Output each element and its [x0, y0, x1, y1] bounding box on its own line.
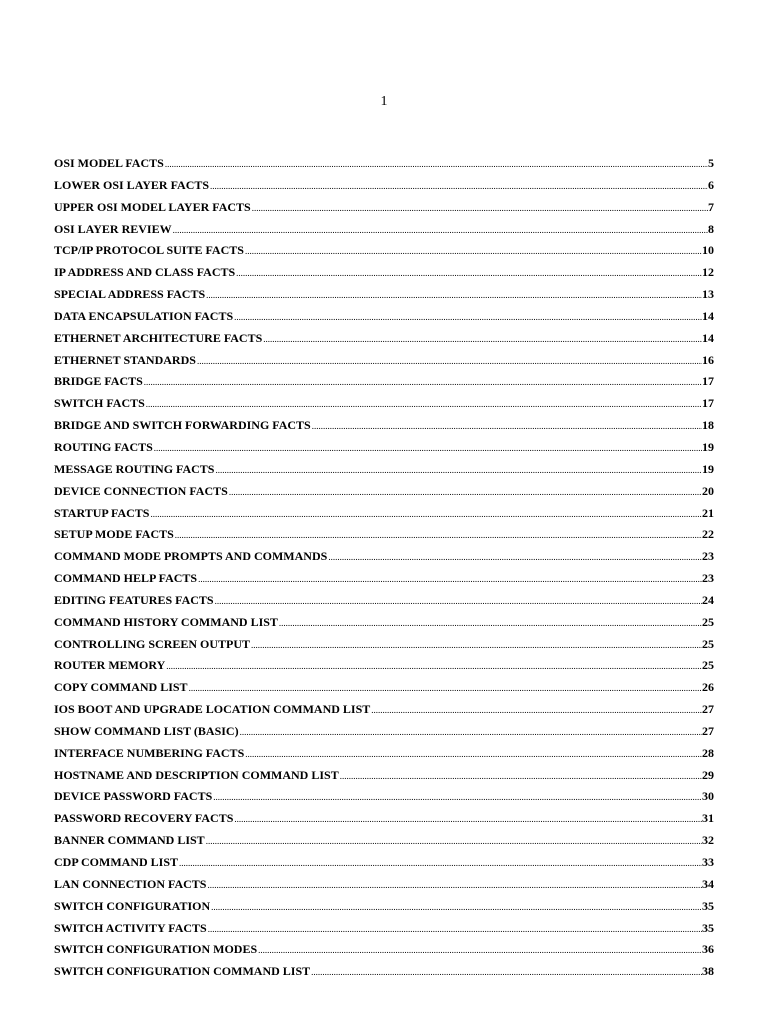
toc-dot-leader — [178, 858, 702, 868]
toc-entry[interactable] — [54, 680, 714, 702]
toc-entry[interactable] — [54, 222, 714, 244]
toc-entry-page: 25 — [702, 636, 714, 651]
toc-dot-leader — [210, 902, 702, 912]
toc-entry[interactable] — [54, 899, 714, 921]
toc-entry-page: 32 — [702, 833, 714, 848]
toc-entry[interactable] — [54, 571, 714, 593]
toc-dot-leader — [311, 421, 702, 431]
page-number: 1 — [380, 94, 388, 109]
toc-entry-page: 33 — [702, 855, 714, 869]
toc-entry[interactable] — [54, 309, 714, 331]
toc-entry[interactable] — [54, 527, 714, 549]
toc-entry-page: 23 — [702, 549, 714, 564]
toc-entry-title: TCP/IP PROTOCOL SUITE FACTS — [54, 243, 244, 258]
toc-dot-leader — [174, 530, 702, 540]
toc-entry-title: COMMAND MODE PROMPTS AND COMMANDS — [54, 549, 328, 564]
toc-entry-page: 19 — [702, 439, 714, 454]
toc-entry-title: OSI LAYER REVIEW — [54, 221, 172, 236]
toc-entry-title: SWITCH CONFIGURATION COMMAND LIST — [54, 964, 311, 979]
toc-dot-leader — [214, 596, 702, 606]
toc-entry-title: HOSTNAME AND DESCRIPTION COMMAND LIST — [54, 767, 339, 782]
toc-dot-leader — [235, 268, 702, 278]
toc-dot-leader — [164, 159, 708, 169]
toc-entry-title: COMMAND HELP FACTS — [54, 571, 198, 586]
toc-entry[interactable] — [54, 746, 714, 768]
toc-dot-leader — [188, 683, 702, 693]
toc-entry-title: ETHERNET STANDARDS — [54, 352, 196, 367]
toc-dot-leader — [145, 399, 702, 409]
toc-dot-leader — [205, 290, 702, 300]
toc-entry-page: 27 — [702, 702, 714, 717]
toc-entry[interactable] — [54, 331, 714, 353]
toc-dot-leader — [251, 203, 708, 213]
toc-entry-page: 35 — [702, 898, 714, 913]
toc-dot-leader — [197, 574, 702, 584]
toc-entry-title: SWITCH ACTIVITY FACTS — [54, 920, 207, 935]
toc-entry[interactable] — [54, 462, 714, 484]
toc-dot-leader — [339, 771, 702, 781]
toc-entry[interactable] — [54, 265, 714, 287]
toc-entry-title: INTERFACE NUMBERING FACTS — [54, 745, 245, 760]
toc-entry-page: 22 — [702, 527, 714, 542]
toc-entry[interactable] — [54, 200, 714, 222]
toc-entry-title: OSI MODEL FACTS — [54, 156, 164, 170]
toc-entry-page: 21 — [702, 505, 714, 520]
toc-entry-page: 18 — [702, 418, 714, 433]
toc-entry-page: 25 — [702, 614, 714, 629]
table-of-contents — [54, 156, 714, 986]
toc-entry-page: 36 — [702, 942, 714, 957]
toc-dot-leader — [209, 181, 708, 191]
toc-entry-page: 29 — [702, 767, 714, 782]
toc-entry-page: 12 — [702, 265, 714, 280]
toc-dot-leader — [250, 640, 702, 650]
toc-dot-leader — [233, 814, 702, 824]
toc-entry-title: ETHERNET ARCHITECTURE FACTS — [54, 330, 263, 345]
toc-entry[interactable] — [54, 243, 714, 265]
toc-dot-leader — [278, 618, 702, 628]
toc-entry-page: 26 — [702, 680, 714, 695]
toc-entry-page: 20 — [702, 483, 714, 498]
toc-entry-title: IOS BOOT AND UPGRADE LOCATION COMMAND LIST — [54, 702, 371, 717]
toc-entry[interactable] — [54, 724, 714, 746]
toc-entry-page: 30 — [702, 789, 714, 804]
toc-dot-leader — [153, 443, 702, 453]
toc-dot-leader — [196, 356, 702, 366]
toc-entry-page: 35 — [702, 920, 714, 935]
toc-dot-leader — [244, 246, 702, 256]
toc-entry[interactable] — [54, 353, 714, 375]
toc-entry[interactable] — [54, 418, 714, 440]
toc-entry-title: SWITCH CONFIGURATION — [54, 898, 211, 913]
toc-dot-leader — [172, 225, 708, 235]
toc-dot-leader — [257, 945, 702, 955]
toc-entry-page: 16 — [702, 352, 714, 367]
toc-dot-leader — [149, 509, 702, 519]
toc-dot-leader — [228, 487, 702, 497]
toc-entry-page: 14 — [702, 308, 714, 323]
toc-dot-leader — [262, 334, 702, 344]
toc-dot-leader — [205, 836, 702, 846]
toc-entry-page: 28 — [702, 745, 714, 760]
toc-entry-title: SETUP MODE FACTS — [54, 527, 174, 542]
toc-entry-title: LOWER OSI LAYER FACTS — [54, 177, 210, 192]
toc-entry[interactable] — [54, 789, 714, 811]
toc-entry[interactable] — [54, 287, 714, 309]
toc-entry[interactable] — [54, 942, 714, 964]
toc-entry-page: 13 — [702, 287, 714, 302]
toc-entry-title: BRIDGE AND SWITCH FORWARDING FACTS — [54, 418, 311, 433]
toc-dot-leader — [310, 967, 702, 977]
toc-entry[interactable] — [54, 593, 714, 615]
toc-entry[interactable] — [54, 637, 714, 659]
toc-entry[interactable] — [54, 658, 714, 680]
toc-entry-page: 14 — [702, 330, 714, 345]
toc-entry-title: COPY COMMAND LIST — [54, 680, 188, 695]
toc-entry-page: 7 — [708, 199, 714, 214]
toc-entry[interactable] — [54, 877, 714, 899]
toc-entry-page: 8 — [708, 221, 714, 236]
toc-entry[interactable] — [54, 549, 714, 571]
toc-entry-title: LAN CONNECTION FACTS — [54, 876, 207, 891]
toc-entry[interactable] — [54, 615, 714, 637]
toc-entry-title: BANNER COMMAND LIST — [54, 833, 205, 848]
toc-entry[interactable] — [54, 156, 714, 178]
toc-dot-leader — [327, 552, 702, 562]
toc-entry[interactable] — [54, 702, 714, 724]
toc-dot-leader — [370, 705, 702, 715]
toc-entry[interactable] — [54, 440, 714, 462]
toc-dot-leader — [206, 880, 702, 890]
toc-entry[interactable] — [54, 396, 714, 418]
toc-entry-page: 34 — [702, 876, 714, 891]
toc-entry-title: BRIDGE FACTS — [54, 374, 143, 389]
toc-dot-leader — [239, 727, 702, 737]
toc-entry-title: ROUTING FACTS — [54, 439, 153, 454]
toc-entry-title: MESSAGE ROUTING FACTS — [54, 461, 215, 476]
toc-entry[interactable] — [54, 964, 714, 986]
toc-entry-title: SWITCH CONFIGURATION MODES — [54, 942, 258, 957]
toc-dot-leader — [143, 377, 702, 387]
toc-entry-page: 27 — [702, 723, 714, 738]
toc-entry-page: 17 — [702, 374, 714, 389]
toc-entry-page: 31 — [702, 811, 714, 826]
toc-entry-page: 5 — [708, 156, 714, 170]
toc-entry-page: 38 — [702, 964, 714, 979]
toc-entry-title: STARTUP FACTS — [54, 505, 150, 520]
toc-dot-leader — [244, 749, 702, 759]
toc-dot-leader — [212, 792, 702, 802]
toc-entry-title: SWITCH FACTS — [54, 396, 145, 411]
toc-dot-leader — [233, 312, 702, 322]
toc-dot-leader — [214, 465, 702, 475]
toc-entry-page: 24 — [702, 592, 714, 607]
toc-entry-title: SHOW COMMAND LIST (BASIC) — [54, 723, 239, 738]
toc-entry-title: PASSWORD RECOVERY FACTS — [54, 811, 234, 826]
toc-entry-title: IP ADDRESS AND CLASS FACTS — [54, 265, 236, 280]
toc-entry-page: 6 — [708, 177, 714, 192]
toc-entry-title: DATA ENCAPSULATION FACTS — [54, 308, 234, 323]
toc-entry-title: CONTROLLING SCREEN OUTPUT — [54, 636, 251, 651]
toc-dot-leader — [207, 924, 702, 934]
toc-entry[interactable] — [54, 768, 714, 790]
toc-entry[interactable] — [54, 855, 714, 877]
toc-entry[interactable] — [54, 374, 714, 396]
toc-entry[interactable] — [54, 921, 714, 943]
toc-entry-title: SPECIAL ADDRESS FACTS — [54, 287, 206, 302]
toc-entry[interactable] — [54, 833, 714, 855]
toc-entry-title: COMMAND HISTORY COMMAND LIST — [54, 614, 278, 629]
toc-entry[interactable] — [54, 506, 714, 528]
toc-entry[interactable] — [54, 811, 714, 833]
toc-entry-title: ROUTER MEMORY — [54, 658, 166, 673]
toc-entry-page: 17 — [702, 396, 714, 411]
toc-entry-page: 23 — [702, 571, 714, 586]
toc-entry-title: DEVICE PASSWORD FACTS — [54, 789, 213, 804]
toc-dot-leader — [165, 661, 702, 671]
toc-entry-title: CDP COMMAND LIST — [54, 855, 179, 869]
toc-entry[interactable] — [54, 178, 714, 200]
toc-entry[interactable] — [54, 484, 714, 506]
toc-entry-page: 10 — [702, 243, 714, 258]
toc-entry-title: UPPER OSI MODEL LAYER FACTS — [54, 199, 251, 214]
toc-entry-page: 25 — [702, 658, 714, 673]
toc-entry-title: DEVICE CONNECTION FACTS — [54, 483, 228, 498]
toc-entry-title: EDITING FEATURES FACTS — [54, 592, 214, 607]
toc-entry-page: 19 — [702, 461, 714, 476]
